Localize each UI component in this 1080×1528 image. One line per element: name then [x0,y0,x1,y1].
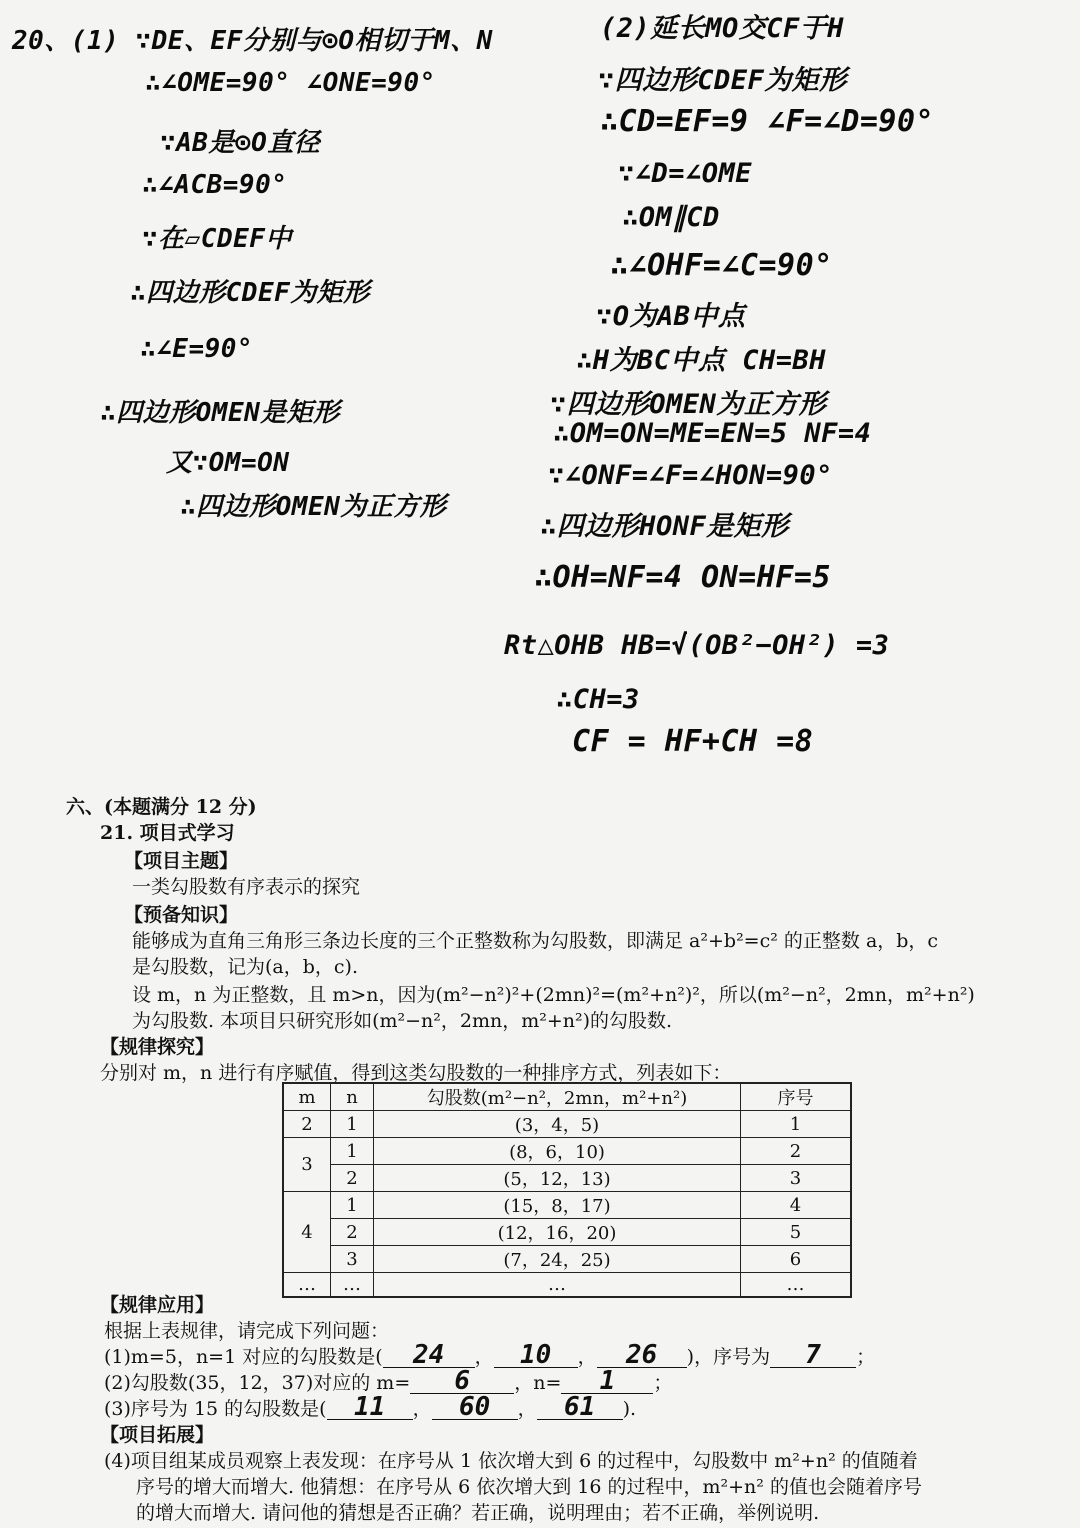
hw-line: ∵四边形CDEF为矩形 [598,65,847,96]
hw-line: ∵∠D=∠OME [618,158,753,189]
table-row [283,1219,851,1246]
q4-line: 的增大而增大. 请问他的猜想是否正确？若正确，说明理由；若不正确，举例说明. [136,1502,820,1524]
q3-prefix: (3)序号为 15 的勾股数是( [104,1398,327,1420]
q1-answer-index: 7 [770,1343,856,1368]
prep-line: 能够成为直角三角形三条边长度的三个正整数称为勾股数，即满足 a²+b²=c² 的正整数 a，b，c [132,930,939,952]
table-row [283,1246,851,1273]
hw-line: ∴∠OHF=∠C=90° [610,248,833,283]
q1-answer-b: 10 [494,1343,578,1368]
q2-mid: ，n= [514,1372,562,1394]
cell-index: 1 [741,1111,852,1138]
cell-index: 4 [741,1192,852,1219]
hw-line: ∴四边形OMEN为正方形 [180,492,447,522]
cell-triple: (7，24，25) [374,1246,741,1273]
cell-n: 2 [331,1165,374,1192]
cell-index: 3 [741,1165,852,1192]
theme-text: 一类勾股数有序表示的探究 [132,876,361,898]
cell-m: 2 [283,1111,331,1138]
cell-triple: (3，4，5) [374,1111,741,1138]
hw-line: ∵四边形OMEN为正方形 [550,389,827,420]
cell-n: 1 [331,1192,374,1219]
cell-n: 1 [331,1138,374,1165]
q4-line: (4)项目组某成员观察上表发现：在序号从 1 依次增大到 6 的过程中，勾股数中 m²+n² 的值随着 [104,1450,918,1472]
cell-n: 2 [331,1219,374,1246]
question-2: (2)勾股数(35，12，37)对应的 m= 6 ，n= 1 ； [104,1366,673,1396]
hw-line: ∵∠ONF=∠F=∠HON=90° [548,460,833,491]
cell-triple: (12，16，20) [374,1219,741,1246]
hw-line: ∴四边形CDEF为矩形 [130,278,370,308]
header-n: n [331,1083,374,1111]
table-row [283,1192,851,1219]
hw-line: Rt△OHB HB=√(OB²−OH²) =3 [504,630,890,661]
prep-line: 为勾股数. 本项目只研究形如(m²−n²，2mn，m²+n²)的勾股数. [132,1010,673,1032]
q1-answer-a: 24 [383,1343,475,1368]
table-row [283,1138,851,1165]
hw-line: ∴四边形OMEN是矩形 [100,398,340,428]
section-heading: 六、(本题满分 12 分) [66,796,257,818]
application-intro: 根据上表规律，请完成下列问题： [104,1320,390,1342]
hw-line: ∴四边形HONF是矩形 [540,511,789,542]
prep-line: 设 m，n 为正整数，且 m>n，因为(m²−n²)²+(2mn)²=(m²+n²)²，所以(m²−n²，2mn，m²+n²) [132,984,975,1006]
hw-line: ∴CD=EF=9 ∠F=∠D=90° [600,104,935,139]
question-title: 21. 项目式学习 [100,822,235,844]
q1-answer-c: 26 [597,1343,687,1368]
prep-line: 是勾股数，记为(a，b，c). [132,956,358,978]
theme-label: 【项目主题】 [124,850,239,872]
extension-label: 【项目拓展】 [100,1424,215,1446]
hw-line: ∵AB是⊙O直径 [160,128,321,158]
header-m: m [283,1083,331,1111]
header-index: 序号 [741,1083,852,1111]
cell-triple: (15，8，17) [374,1192,741,1219]
header-triple: 勾股数(m²−n²，2mn，m²+n²) [374,1083,741,1111]
hw-line: ∴∠E=90° [140,334,254,364]
hw-line: CF = HF+CH =8 [572,724,814,759]
q1-mid: )，序号为 [686,1346,771,1368]
cell-n: 3 [331,1246,374,1273]
explore-text: 分别对 m，n 进行有序赋值，得到这类勾股数的一种排序方式，列表如下： [100,1062,732,1084]
hw-line: ∴H为BC中点 CH=BH [576,345,827,376]
question-3: (3)序号为 15 的勾股数是( 11 ， 60 ， 61 ). [104,1392,637,1422]
cell-ellipsis: … [283,1273,331,1298]
application-label: 【规律应用】 [100,1294,215,1316]
cell-index: 2 [741,1138,852,1165]
question-1: (1)m=5，n=1 对应的勾股数是( 24 ， 10 ， 26 )，序号为 7 ； [104,1340,876,1370]
table-row [283,1111,851,1138]
q3-answer-b: 60 [432,1395,518,1420]
q2-answer-n: 1 [561,1369,653,1394]
table-row [283,1165,851,1192]
q3-answer-a: 11 [327,1395,413,1420]
pythagorean-table [282,1082,852,1298]
hw-line: ∴∠OME=90° ∠ONE=90° [145,68,436,98]
cell-triple: (5，12，13) [374,1165,741,1192]
prep-label: 【预备知识】 [124,904,239,926]
q4-line: 序号的增大而增大. 他猜想：在序号从 6 依次增大到 16 的过程中，m²+n² 的值也会随着序号 [136,1476,922,1498]
hw-line: 20、(1) ∵DE、EF分别与⊙O相切于M、N [12,26,493,56]
q3-suffix: ). [622,1398,637,1420]
hw-line: ∴∠ACB=90° [142,170,288,200]
table-header-row [283,1083,851,1111]
explore-label: 【规律探究】 [100,1036,215,1058]
cell-index: 6 [741,1246,852,1273]
cell-ellipsis: … [374,1273,741,1298]
table-row-ellipsis [283,1273,851,1298]
q2-answer-m: 6 [410,1369,514,1394]
hw-line: (2)延长MO交CF于H [600,13,845,44]
hw-line: ∵O为AB中点 [596,301,746,332]
q1-prefix: (1)m=5，n=1 对应的勾股数是( [104,1346,383,1368]
cell-ellipsis: … [331,1273,374,1298]
q3-answer-c: 61 [537,1395,623,1420]
hw-line: ∴OM∥CD [622,202,720,233]
cell-m: 3 [283,1138,331,1192]
cell-m: 4 [283,1192,331,1273]
hw-line: ∴CH=3 [556,684,640,715]
q2-prefix: (2)勾股数(35，12，37)对应的 m= [104,1372,411,1394]
hw-line: ∴OM=ON=ME=EN=5 NF=4 [553,418,872,449]
hw-line: 又∵OM=ON [166,448,290,478]
cell-triple: (8，6，10) [374,1138,741,1165]
cell-index: 5 [741,1219,852,1246]
hw-line: ∴OH=NF=4 ON=HF=5 [534,560,831,595]
cell-n: 1 [331,1111,374,1138]
cell-ellipsis: … [741,1273,852,1298]
hw-line: ∵在▱CDEF中 [142,224,292,254]
